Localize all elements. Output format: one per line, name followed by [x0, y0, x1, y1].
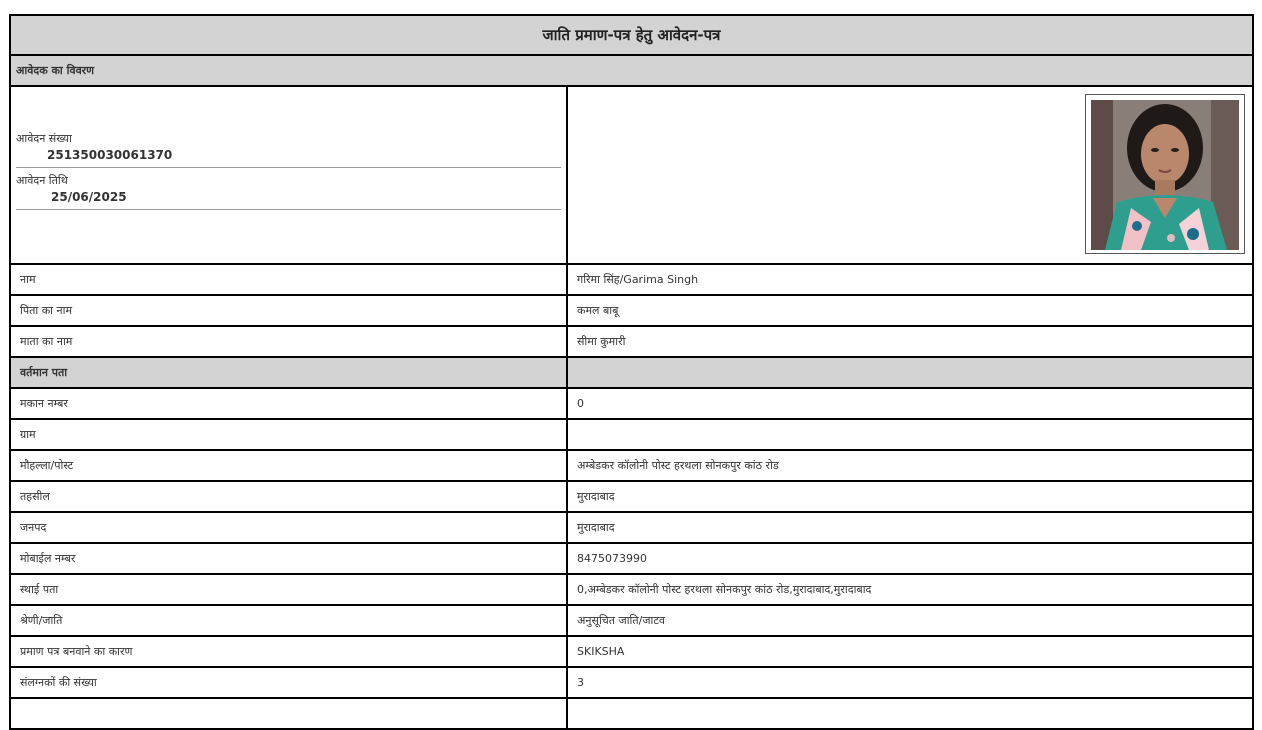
- row-mobile-number: [11, 544, 1252, 575]
- row-value: अनुसूचित जाति/जाटव: [577, 614, 666, 627]
- row-label: मकान नम्बर: [11, 389, 568, 418]
- row-value: सीमा कुमारी: [577, 335, 626, 348]
- row-name: [11, 265, 1252, 296]
- application-meta: [11, 87, 568, 263]
- application-date-field: [16, 174, 561, 210]
- row-attachment-count: [11, 668, 1252, 699]
- row-label: स्थाई पता: [11, 575, 568, 604]
- row-value-cutoff: [568, 699, 1252, 728]
- application-number-label: आवेदन संख्या: [16, 132, 72, 145]
- section-header-current-address: [11, 358, 1252, 389]
- row-label: माता का नाम: [11, 327, 568, 356]
- row-mother-name: [11, 327, 1252, 358]
- row-value: मुरादाबाद: [577, 521, 615, 534]
- row-label: तहसील: [11, 482, 568, 511]
- row-certificate-reason: [11, 637, 1252, 668]
- row-value: [568, 420, 1252, 449]
- row-value: [568, 358, 1252, 387]
- row-label: पिता का नाम: [11, 296, 568, 325]
- row-value: SKIKSHA: [577, 645, 625, 658]
- row-label: संलग्नकों की संख्या: [11, 668, 568, 697]
- photo-cell: [568, 87, 1252, 263]
- row-value: 0,अम्बेडकर कॉलोनी पोस्ट हरथला सोनकपुर कांठ रोड,मुरादाबाद,मुरादाबाद: [577, 583, 872, 596]
- row-value: 0: [577, 397, 584, 410]
- application-date-label: आवेदन तिथि: [16, 174, 68, 187]
- row-value: अम्बेडकर कॉलोनी पोस्ट हरथला सोनकपुर कांठ रोड: [577, 459, 779, 472]
- row-district: [11, 513, 1252, 544]
- application-date-value: 25/06/2025: [51, 190, 127, 204]
- row-label: ग्राम: [11, 420, 568, 449]
- row-permanent-address: [11, 575, 1252, 606]
- row-partial-cutoff: [11, 699, 1252, 730]
- row-category-caste: [11, 606, 1252, 637]
- row-value: कमल बाबू: [577, 304, 619, 317]
- application-info-block: [11, 87, 1252, 265]
- applicant-photo: [1085, 94, 1245, 254]
- form-title: जाति प्रमाण-पत्र हेतु आवेदन-पत्र: [11, 16, 1252, 56]
- row-label: मौहल्ला/पोस्ट: [11, 451, 568, 480]
- row-village: [11, 420, 1252, 451]
- row-tehsil: [11, 482, 1252, 513]
- row-label: मोबाईल नम्बर: [11, 544, 568, 573]
- row-value: गरिमा सिंह/Garima Singh: [577, 273, 699, 286]
- row-value: 3: [577, 676, 584, 689]
- row-father-name: [11, 296, 1252, 327]
- application-number-value: 251350030061370: [47, 148, 173, 162]
- row-label: नाम: [11, 265, 568, 294]
- row-value: 8475073990: [577, 552, 647, 565]
- application-number-field: [16, 132, 561, 168]
- row-label: प्रमाण पत्र बनवाने का कारण: [11, 637, 568, 666]
- row-value: मुरादाबाद: [577, 490, 615, 503]
- row-label: जनपद: [11, 513, 568, 542]
- row-locality-post: [11, 451, 1252, 482]
- row-label: श्रेणी/जाति: [11, 606, 568, 635]
- row-label-cutoff: [11, 699, 568, 728]
- section-header-applicant-details: आवेदक का विवरण: [11, 56, 1252, 87]
- application-form: [9, 14, 1254, 730]
- applicant-photo-image: [1091, 100, 1239, 250]
- row-house-number: [11, 389, 1252, 420]
- row-label: वर्तमान पता: [11, 358, 568, 387]
